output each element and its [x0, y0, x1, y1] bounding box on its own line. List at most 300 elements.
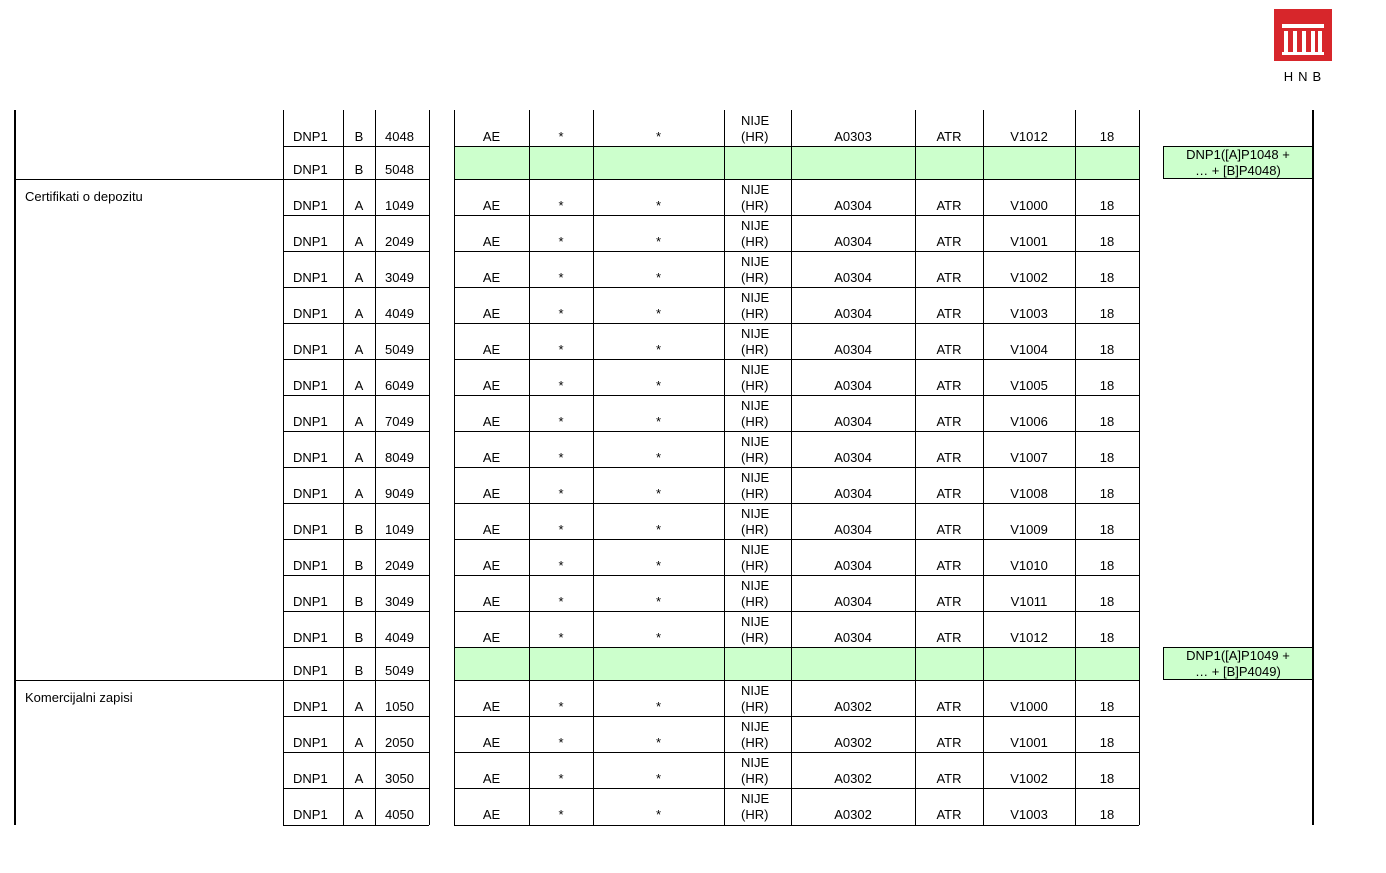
table-cell: V1011	[1010, 594, 1048, 609]
cell-text: NIJE	[741, 254, 770, 269]
table-cell: *	[558, 234, 564, 249]
cell-text: NIJE	[741, 398, 770, 413]
table-cell: B	[354, 630, 364, 645]
table-cell: *	[655, 807, 662, 822]
sum-cell-fill	[724, 647, 791, 680]
table-cell: 18	[1099, 558, 1115, 573]
grid-line	[454, 287, 1139, 288]
cell-text: NIJE	[741, 506, 770, 521]
table-cell: A0304	[834, 594, 872, 609]
grid-line	[454, 825, 1139, 826]
table-cell: *	[558, 450, 564, 465]
country-cell	[724, 467, 791, 503]
table-cell: DNP1	[293, 699, 328, 714]
table-cell: DNP1	[293, 558, 328, 573]
grid-line	[283, 323, 429, 324]
grid-line	[283, 431, 429, 432]
table-cell: B	[354, 663, 364, 678]
table-cell: A0304	[834, 198, 872, 213]
table-cell: 5049	[385, 342, 414, 357]
sum-cell-fill	[724, 146, 791, 179]
cell-text: (HR)	[741, 522, 769, 537]
cell-text: (HR)	[741, 414, 769, 429]
table-cell: DNP1	[293, 450, 328, 465]
table-cell: ATR	[936, 129, 962, 144]
sum-cell-fill	[1075, 146, 1139, 179]
country-cell	[724, 539, 791, 575]
country-cell	[724, 788, 791, 824]
table-cell: V1012	[1010, 630, 1048, 645]
cell-text: (HR)	[741, 594, 769, 609]
table-cell: A0304	[834, 558, 872, 573]
table-cell: A0304	[834, 450, 872, 465]
table-cell: V1002	[1010, 771, 1048, 786]
country-cell	[724, 680, 791, 716]
table-cell: *	[655, 594, 662, 609]
table-cell: A	[354, 198, 364, 213]
grid-line	[283, 467, 429, 468]
table-cell: A	[354, 414, 364, 429]
cell-text: (HR)	[741, 270, 769, 285]
table-cell: 8049	[385, 450, 414, 465]
grid-line	[915, 110, 916, 825]
table-cell: *	[655, 735, 662, 750]
table-cell: *	[655, 129, 662, 144]
table-cell: AE	[482, 558, 501, 573]
cell-text: (HR)	[741, 129, 769, 144]
grid-line	[454, 251, 1139, 252]
table-cell: *	[558, 414, 564, 429]
table-cell: ATR	[936, 699, 962, 714]
cell-text: NIJE	[741, 290, 770, 305]
table-cell: AE	[482, 198, 501, 213]
table-cell: A0304	[834, 486, 872, 501]
table-cell: ATR	[936, 414, 962, 429]
table-cell: AE	[482, 807, 501, 822]
table-cell: V1005	[1010, 378, 1048, 393]
table-cell: 18	[1099, 306, 1115, 321]
table-cell: B	[354, 129, 364, 144]
table-cell: ATR	[936, 486, 962, 501]
grid-line	[15, 179, 283, 180]
table-cell: V1010	[1010, 558, 1048, 573]
table-cell: DNP1	[293, 270, 328, 285]
cell-text: (HR)	[741, 198, 769, 213]
grid-line	[454, 752, 1139, 753]
cell-text: NIJE	[741, 182, 770, 197]
table-cell: A0304	[834, 522, 872, 537]
table-cell: *	[655, 450, 662, 465]
table-cell: *	[655, 558, 662, 573]
table-cell: 18	[1099, 807, 1115, 822]
table-cell: *	[558, 378, 564, 393]
cell-text: (HR)	[741, 378, 769, 393]
grid-line	[529, 110, 530, 825]
table-cell: A	[354, 234, 364, 249]
sum-cell-fill	[983, 146, 1075, 179]
table-cell: A0304	[834, 378, 872, 393]
cell-text: (HR)	[741, 771, 769, 786]
table-cell: 18	[1099, 594, 1115, 609]
country-cell	[724, 215, 791, 251]
cell-text: (HR)	[741, 558, 769, 573]
formula-line: DNP1([A]P1049 +	[1186, 647, 1290, 663]
grid-line	[283, 503, 429, 504]
grid-line	[454, 467, 1139, 468]
table-cell: AE	[482, 129, 501, 144]
table-cell: A0304	[834, 414, 872, 429]
table-cell: *	[655, 522, 662, 537]
cell-text: (HR)	[741, 450, 769, 465]
sum-cell-fill	[529, 647, 593, 680]
grid-line	[454, 716, 1139, 717]
table-cell: 18	[1099, 450, 1115, 465]
table-cell: ATR	[936, 558, 962, 573]
cell-text: (HR)	[741, 807, 769, 822]
table-cell: A	[354, 378, 364, 393]
formula-line: … + [B]P4048)	[1195, 162, 1281, 178]
table-cell: 18	[1099, 342, 1115, 357]
grid-line	[283, 611, 429, 612]
table-cell: V1003	[1010, 306, 1048, 321]
grid-line	[283, 359, 429, 360]
table-cell: ATR	[936, 522, 962, 537]
table-cell: *	[655, 234, 662, 249]
cell-text: NIJE	[741, 614, 770, 629]
cell-text: NIJE	[741, 362, 770, 377]
table-cell: A0304	[834, 306, 872, 321]
grid-line	[283, 215, 429, 216]
grid-line	[283, 716, 429, 717]
sum-cell-fill	[454, 146, 529, 179]
grid-line	[283, 146, 429, 147]
table-cell: ATR	[936, 630, 962, 645]
table-cell: V1008	[1010, 486, 1048, 501]
country-cell	[724, 323, 791, 359]
table-cell: 2049	[385, 558, 414, 573]
table-cell: DNP1	[293, 378, 328, 393]
table-cell: A	[354, 735, 364, 750]
category-label: Certifikati o depozitu	[25, 189, 143, 204]
table-cell: A	[354, 450, 364, 465]
country-cell	[724, 395, 791, 431]
table-cell: V1004	[1010, 342, 1048, 357]
table-cell: *	[655, 486, 662, 501]
table-cell: A	[354, 699, 364, 714]
table-cell: V1000	[1010, 699, 1048, 714]
sum-cell-fill	[915, 146, 983, 179]
table-cell: B	[354, 594, 364, 609]
sum-cell-fill	[915, 647, 983, 680]
cell-text: NIJE	[741, 755, 770, 770]
table-cell: 2049	[385, 234, 414, 249]
cell-text: NIJE	[741, 791, 770, 806]
table-cell: 1049	[385, 522, 414, 537]
table-cell: DNP1	[293, 663, 328, 678]
table-cell: DNP1	[293, 594, 328, 609]
grid-line	[454, 179, 1139, 180]
table-cell: *	[558, 735, 564, 750]
table-cell: A0304	[834, 630, 872, 645]
table-cell: *	[558, 699, 564, 714]
country-cell	[724, 752, 791, 788]
table-cell: *	[558, 630, 564, 645]
table-cell: *	[558, 807, 564, 822]
table-cell: V1009	[1010, 522, 1048, 537]
grid-line	[454, 539, 1139, 540]
table-cell: DNP1	[293, 234, 328, 249]
table-cell: DNP1	[293, 306, 328, 321]
cell-text: (HR)	[741, 735, 769, 750]
table-cell: *	[655, 342, 662, 357]
table-cell: ATR	[936, 342, 962, 357]
table-cell: ATR	[936, 270, 962, 285]
table-cell: ATR	[936, 198, 962, 213]
grid-line	[283, 575, 429, 576]
grid-line	[283, 825, 429, 826]
table-cell: DNP1	[293, 735, 328, 750]
grid-line	[283, 752, 429, 753]
sum-cell-fill	[791, 647, 915, 680]
table-cell: A	[354, 270, 364, 285]
table-cell: V1000	[1010, 198, 1048, 213]
logo-text: HNB	[1283, 69, 1327, 84]
sum-cell-fill	[529, 146, 593, 179]
grid-line	[454, 323, 1139, 324]
cell-text: NIJE	[741, 542, 770, 557]
country-cell	[724, 251, 791, 287]
table-cell: *	[655, 306, 662, 321]
table-cell: ATR	[936, 594, 962, 609]
grid-line	[343, 110, 344, 825]
table-cell: *	[558, 486, 564, 501]
country-cell	[724, 431, 791, 467]
sum-cell-fill	[983, 647, 1075, 680]
table-cell: ATR	[936, 234, 962, 249]
table-cell: A0304	[834, 270, 872, 285]
table-cell: ATR	[936, 378, 962, 393]
country-cell	[724, 359, 791, 395]
table-cell: 3049	[385, 270, 414, 285]
table-cell: 9049	[385, 486, 414, 501]
cell-text: NIJE	[741, 113, 770, 128]
table-cell: *	[558, 129, 564, 144]
grid-line	[791, 110, 792, 825]
table-cell: V1012	[1010, 129, 1048, 144]
grid-line	[454, 611, 1139, 612]
grid-line	[14, 110, 16, 825]
grid-line	[15, 680, 283, 681]
grid-line	[283, 179, 429, 180]
table-cell: A	[354, 342, 364, 357]
table-cell: 18	[1099, 378, 1115, 393]
table-cell: 3049	[385, 594, 414, 609]
table-cell: 4049	[385, 630, 414, 645]
country-cell	[724, 575, 791, 611]
sum-cell-fill	[791, 146, 915, 179]
table-cell: AE	[482, 699, 501, 714]
table-cell: 18	[1099, 699, 1115, 714]
formula-cell	[1163, 146, 1313, 179]
table-cell: *	[558, 270, 564, 285]
table-cell: AE	[482, 486, 501, 501]
cell-text: NIJE	[741, 218, 770, 233]
table-cell: DNP1	[293, 630, 328, 645]
table-cell: A0304	[834, 342, 872, 357]
table-cell: ATR	[936, 735, 962, 750]
table-cell: A0302	[834, 807, 872, 822]
table-cell: A0302	[834, 735, 872, 750]
table-cell: *	[558, 558, 564, 573]
country-cell	[724, 179, 791, 215]
cell-text: (HR)	[741, 699, 769, 714]
table-cell: V1001	[1010, 234, 1048, 249]
grid-line	[283, 287, 429, 288]
country-cell	[724, 503, 791, 539]
table-cell: *	[655, 699, 662, 714]
grid-line	[283, 251, 429, 252]
table-cell: V1002	[1010, 270, 1048, 285]
table-cell: *	[558, 771, 564, 786]
table-cell: AE	[482, 771, 501, 786]
table-cell: *	[655, 630, 662, 645]
grid-line	[429, 110, 430, 825]
grid-line	[283, 110, 284, 825]
table-cell: V1003	[1010, 807, 1048, 822]
table-cell: 1050	[385, 699, 414, 714]
grid-line	[454, 431, 1139, 432]
grid-line	[454, 503, 1139, 504]
grid-line	[454, 215, 1139, 216]
table-cell: 18	[1099, 771, 1115, 786]
cell-text: NIJE	[741, 683, 770, 698]
table-cell: DNP1	[293, 198, 328, 213]
table-cell: 1049	[385, 198, 414, 213]
grid-line	[283, 647, 429, 648]
category-label: Komercijalni zapisi	[25, 690, 133, 705]
table-cell: 5049	[385, 663, 414, 678]
table-cell: DNP1	[293, 414, 328, 429]
table-cell: *	[655, 378, 662, 393]
table-cell: 18	[1099, 414, 1115, 429]
cell-text: (HR)	[741, 630, 769, 645]
table-cell: ATR	[936, 807, 962, 822]
table-cell: 18	[1099, 522, 1115, 537]
table-cell: 4050	[385, 807, 414, 822]
table-cell: *	[655, 198, 662, 213]
table-cell: 7049	[385, 414, 414, 429]
country-cell	[724, 287, 791, 323]
grid-line	[454, 788, 1139, 789]
grid-line	[593, 110, 594, 825]
cell-text: NIJE	[741, 719, 770, 734]
table-cell: ATR	[936, 771, 962, 786]
table-cell: V1001	[1010, 735, 1048, 750]
table-cell: V1007	[1010, 450, 1048, 465]
table-cell: 4049	[385, 306, 414, 321]
sum-cell-fill	[593, 647, 724, 680]
table-cell: DNP1	[293, 342, 328, 357]
table-cell: DNP1	[293, 522, 328, 537]
grid-line	[454, 359, 1139, 360]
table-cell: A	[354, 807, 364, 822]
table-cell: A	[354, 771, 364, 786]
table-cell: A	[354, 486, 364, 501]
table-cell: AE	[482, 414, 501, 429]
table-cell: AE	[482, 342, 501, 357]
grid-line	[1139, 110, 1140, 825]
table-cell: AE	[482, 594, 501, 609]
cell-text: (HR)	[741, 306, 769, 321]
formula-line: DNP1([A]P1048 +	[1186, 146, 1290, 162]
table-cell: AE	[482, 306, 501, 321]
grid-line	[283, 539, 429, 540]
table-cell: DNP1	[293, 771, 328, 786]
table-cell: A0302	[834, 699, 872, 714]
cell-text: (HR)	[741, 342, 769, 357]
table-cell: *	[558, 522, 564, 537]
table-cell: AE	[482, 522, 501, 537]
table-cell: *	[558, 342, 564, 357]
grid-line	[283, 788, 429, 789]
country-cell	[724, 716, 791, 752]
table-cell: 3050	[385, 771, 414, 786]
table-cell: *	[558, 306, 564, 321]
table-cell: 4048	[385, 129, 414, 144]
grid-line	[454, 110, 455, 825]
grid-line	[1075, 110, 1076, 825]
cell-text: NIJE	[741, 434, 770, 449]
table-cell: B	[354, 522, 364, 537]
table-cell: *	[655, 414, 662, 429]
table-cell: 18	[1099, 198, 1115, 213]
table-cell: AE	[482, 270, 501, 285]
grid-line	[454, 575, 1139, 576]
table-cell: 18	[1099, 234, 1115, 249]
table-cell: 5048	[385, 162, 414, 177]
formula-line: … + [B]P4049)	[1195, 663, 1281, 679]
table-cell: 18	[1099, 486, 1115, 501]
table-cell: 18	[1099, 735, 1115, 750]
table-cell: ATR	[936, 450, 962, 465]
table-cell: B	[354, 558, 364, 573]
cell-text: (HR)	[741, 486, 769, 501]
sum-cell-fill	[454, 647, 529, 680]
table-cell: 2050	[385, 735, 414, 750]
table-cell: V1006	[1010, 414, 1048, 429]
table-cell: AE	[482, 234, 501, 249]
country-cell	[724, 110, 791, 146]
table-cell: A0303	[834, 129, 872, 144]
grid-line	[454, 146, 1139, 147]
grid-line	[454, 395, 1139, 396]
table-cell: *	[558, 594, 564, 609]
grid-line	[283, 680, 429, 681]
table-cell: A	[354, 306, 364, 321]
table-cell: AE	[482, 735, 501, 750]
table-cell: AE	[482, 630, 501, 645]
table-cell: 18	[1099, 129, 1115, 144]
grid-line	[283, 395, 429, 396]
country-cell	[724, 611, 791, 647]
table-cell: 6049	[385, 378, 414, 393]
cell-text: NIJE	[741, 578, 770, 593]
cell-text: NIJE	[741, 326, 770, 341]
table-cell: DNP1	[293, 486, 328, 501]
table-cell: AE	[482, 450, 501, 465]
table-cell: A0302	[834, 771, 872, 786]
table-cell: AE	[482, 378, 501, 393]
